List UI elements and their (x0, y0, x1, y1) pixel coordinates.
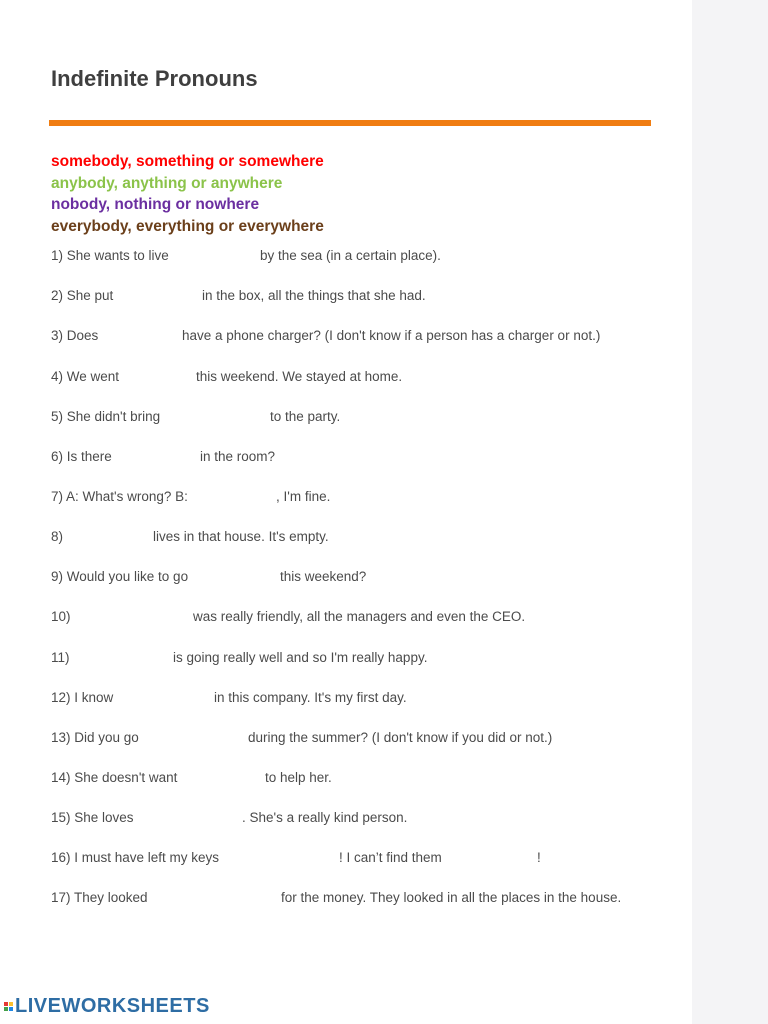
question-text: 5) She didn't bring (51, 409, 161, 424)
answer-input-12[interactable] (123, 688, 215, 709)
question-text: 15) She loves (51, 810, 134, 825)
legend-some: somebody, something or somewhere (51, 153, 324, 170)
brand-name: LIVEWORKSHEETS (15, 994, 210, 1017)
question-text: 16) I must have left my keys (51, 850, 220, 865)
question-text: 7) A: What's wrong? B: (51, 489, 188, 504)
answer-input-15[interactable] (143, 808, 245, 829)
question-text: this weekend? (280, 569, 367, 584)
answer-input-17[interactable] (157, 888, 283, 909)
answer-input-10[interactable] (79, 607, 195, 628)
legend-any: anybody, anything or anywhere (51, 174, 283, 192)
answer-input-3[interactable] (106, 326, 185, 347)
question-text: 12) I know (51, 690, 114, 705)
answer-input-7[interactable] (201, 487, 280, 508)
question-end: ! (537, 850, 541, 865)
question-text: ! I can’t find them (339, 850, 442, 865)
question-text: 4) We went (51, 369, 120, 384)
question-text: 3) Does (51, 328, 99, 343)
answer-input-8[interactable] (71, 527, 155, 548)
pronoun-legend (51, 151, 324, 237)
question-text: this weekend. We stayed at home. (196, 369, 403, 384)
question-text: to the party. (270, 409, 341, 424)
question-text: 13) Did you go (51, 730, 139, 745)
question-text: by the sea (in a certain place). (260, 248, 441, 263)
question-text: 1) She wants to live (51, 248, 169, 263)
answer-input-6[interactable] (119, 447, 203, 468)
question-text: in the room? (200, 449, 276, 464)
answer-input-9[interactable] (199, 567, 283, 588)
title-divider (49, 120, 651, 126)
footer-logo (4, 994, 210, 1018)
viewer-margin (692, 0, 768, 1024)
question-text: 14) She doesn't want (51, 770, 178, 785)
question-text: , I'm fine. (276, 489, 331, 504)
logo-icon (4, 1002, 13, 1011)
answer-input-5[interactable] (169, 407, 273, 428)
question-text: 8) (51, 529, 64, 544)
question-text: 2) She put (51, 288, 114, 303)
legend-every: everybody, everything or everywhere (51, 217, 324, 235)
answer-input-14[interactable] (187, 768, 267, 789)
question-text: 11) (51, 650, 70, 665)
question-text: . She's a really kind person. (242, 810, 408, 825)
question-text: for the money. They looked in all the places in the house. (281, 890, 622, 905)
question-text: is going really well and so I'm really happy. (173, 650, 428, 665)
question-text: have a phone charger? (I don't know if a person has a charger or not.) (182, 328, 601, 343)
answer-input-4[interactable] (127, 367, 199, 388)
page-title: Indefinite Pronouns (51, 66, 258, 91)
legend-no: nobody, nothing or nowhere (51, 196, 260, 213)
answer-input-2[interactable] (121, 286, 205, 307)
question-text: 9) Would you like to go (51, 569, 189, 584)
question-text: 17) They looked (51, 890, 148, 905)
answer-input-1[interactable] (177, 246, 261, 267)
answer-input-16b[interactable] (451, 848, 539, 869)
question-text: in the box, all the things that she had. (202, 288, 426, 303)
question-text: in this company. It's my first day. (214, 690, 407, 705)
question-text: during the summer? (I don't know if you did or not.) (248, 730, 553, 745)
question-text: 10) (51, 609, 71, 624)
question-text: was really friendly, all the managers and even the CEO. (193, 609, 526, 624)
question-text: 6) Is there (51, 449, 112, 464)
answer-input-16a[interactable] (231, 848, 341, 869)
answer-input-13[interactable] (149, 728, 251, 749)
answer-input-11[interactable] (79, 648, 175, 669)
question-text: to help her. (265, 770, 332, 785)
question-text: lives in that house. It's empty. (153, 529, 329, 544)
